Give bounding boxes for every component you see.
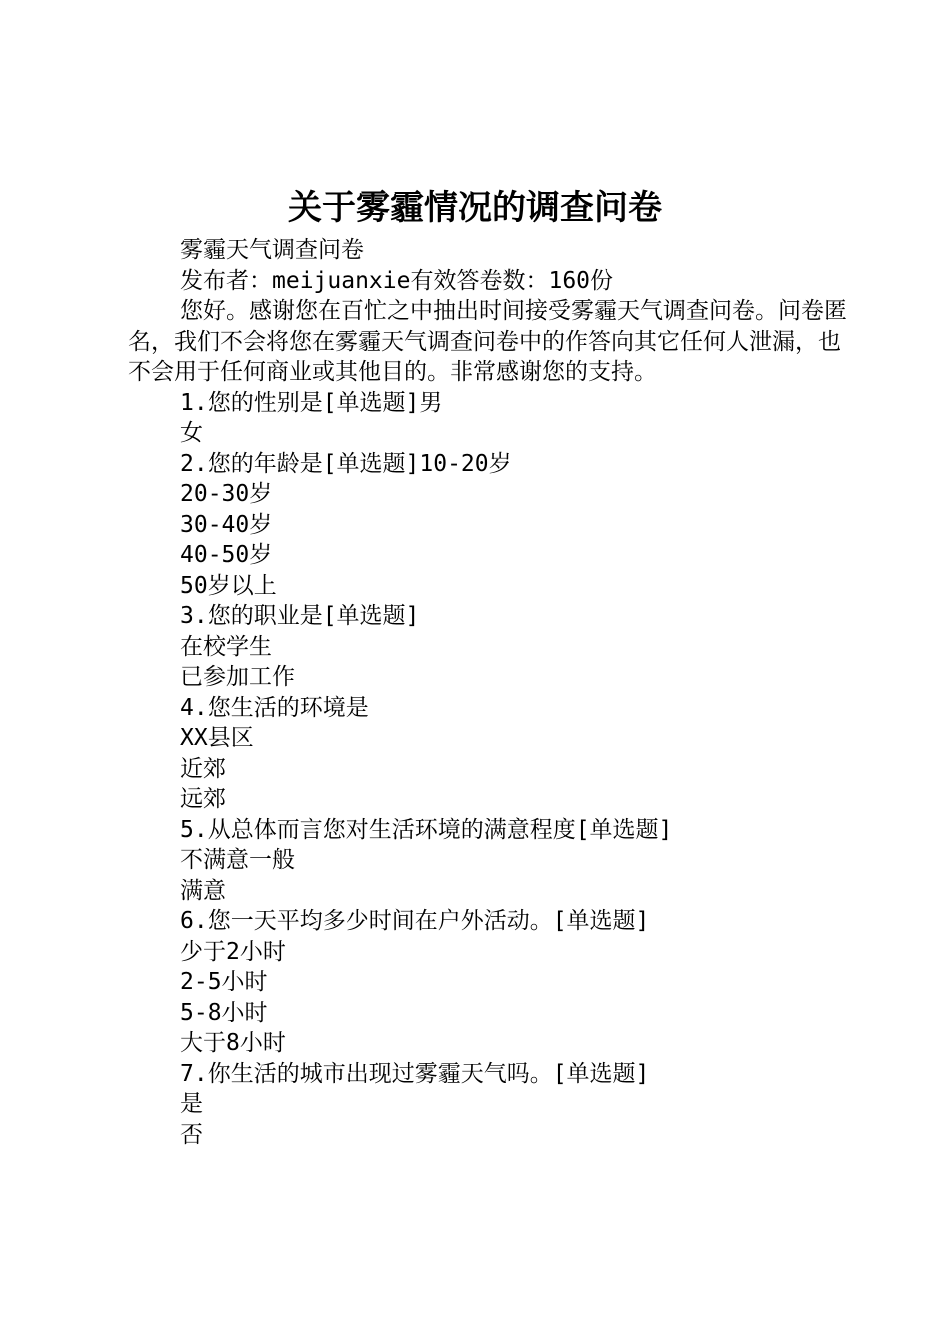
question-6: 6.您一天平均多少时间在户外活动。[单选题] xyxy=(180,908,650,934)
question-1: 1.您的性别是[单选题]男 xyxy=(180,389,443,416)
survey-subtitle: 雾霾天气调查问卷 xyxy=(180,237,364,263)
option-line: XX县区 xyxy=(180,725,254,751)
document-body xyxy=(128,235,853,1150)
option-line: 少于2小时 xyxy=(180,938,286,965)
option-line: 近郊 xyxy=(180,755,226,782)
option-line: 40-50岁 xyxy=(180,542,273,568)
publisher-line: 发布者：meijuanxie有效答卷数：160份 xyxy=(180,267,614,294)
option-line: 远郊 xyxy=(180,786,226,812)
option-line: 已参加工作 xyxy=(180,664,295,690)
option-line: 50岁以上 xyxy=(180,572,277,599)
option-line: 女 xyxy=(180,420,203,446)
option-line: 20-30岁 xyxy=(180,481,273,507)
question-2: 2.您的年龄是[单选题]10-20岁 xyxy=(180,450,512,477)
option-line: 是 xyxy=(180,1091,203,1117)
question-3: 3.您的职业是[单选题] xyxy=(180,603,420,629)
question-7: 7.你生活的城市出现过雾霾天气吗。[单选题] xyxy=(180,1060,650,1087)
option-line: 在校学生 xyxy=(180,633,272,660)
question-4: 4.您生活的环境是 xyxy=(180,694,369,721)
question-5: 5.从总体而言您对生活环境的满意程度[单选题] xyxy=(180,816,673,843)
option-line: 满意 xyxy=(180,877,226,904)
option-line: 不满意一般 xyxy=(180,847,295,873)
option-line: 否 xyxy=(180,1121,203,1148)
option-line: 5-8小时 xyxy=(180,999,268,1026)
document-title: 关于雾霾情况的调查问卷 xyxy=(288,188,662,228)
option-line: 大于8小时 xyxy=(180,1030,286,1056)
option-line: 2-5小时 xyxy=(180,969,268,995)
intro-paragraph: 您好。感谢您在百忙之中抽出时间接受雾霾天气调查问卷。问卷匿名，我们不会将您在雾霾天气调查问卷中的作答向其它任何人泄漏，也不会用于任何商业或其他目的。非常感谢您的支持。 xyxy=(128,298,847,385)
option-line: 30-40岁 xyxy=(180,511,273,538)
